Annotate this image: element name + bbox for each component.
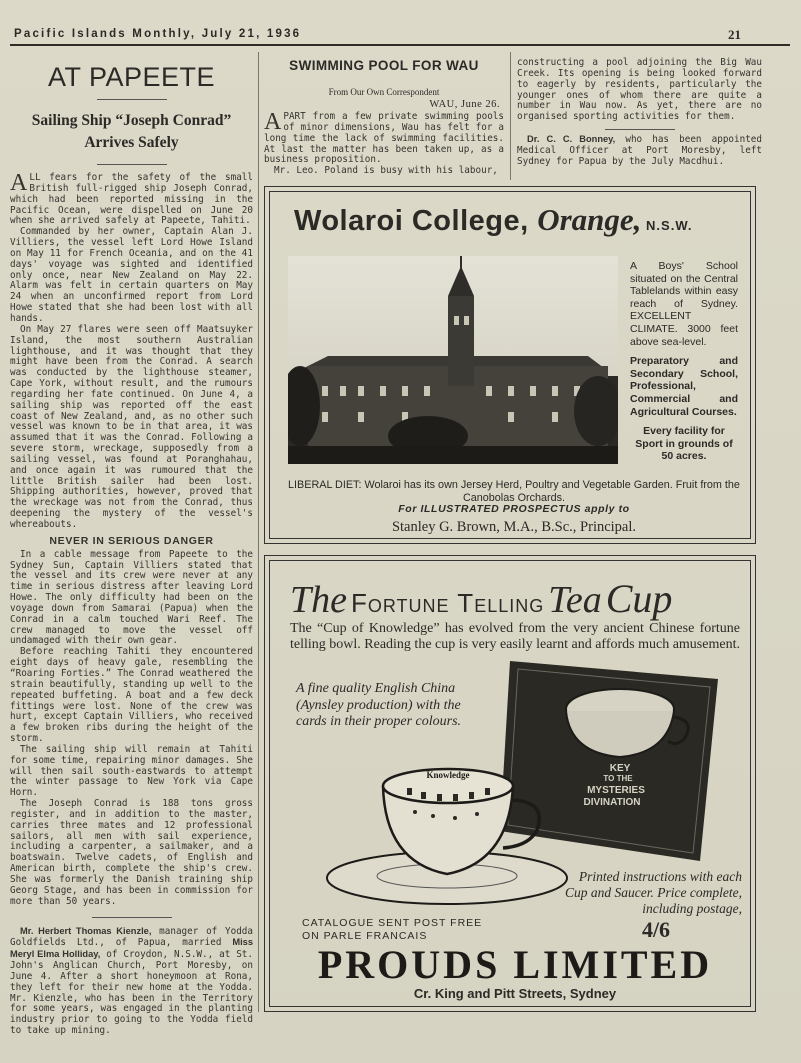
ad-title-cup: Cup [605,576,673,621]
ad-inner-border [269,191,751,539]
paragraph: In a cable message from Papeete to the Sydney Sun, Captain Villiers stated that the vessel and its crew were never at any time in serious distress after leaving Lord Howe. The only difficulty had been on the voyage down from Samarai (Papua) when the Conrad in a calm touched Wari Reef. The crew managed to move the vessel off undamaged with their own gear. [10,548,253,647]
title-rule [97,99,167,100]
ad-title [294,202,744,238]
paragraph: PART from a few private swimming pools of minor dimensions, Wau has felt for a long time the lack of swimming facilities. At last the matter has been taken up, as a business proposition. [264,111,504,166]
ad-title-college: Wolaroi College, [294,205,538,237]
divider [605,129,675,130]
subtitle-rule [97,164,167,165]
ad-title-the: The [290,579,347,621]
article-body [517,58,762,168]
ad-price: 4/6 [641,917,671,942]
person-name: Dr. C. C. Bonney, [527,134,616,145]
book-line: TO THE [603,774,633,783]
ad-china-text: A fine quality English China (Aynsley production) with the cards in their proper colours. [296,681,462,729]
column-divider-2 [510,52,511,180]
cup-rim-label: Knowledge [426,770,470,780]
article-at-papeete [10,58,253,1037]
ad-catalogue-line-1: CATALOGUE SENT POST FREE [302,917,483,929]
article-subtitle [10,110,253,154]
column-divider-1 [258,52,259,1012]
ad-diet: LIBERAL DIET: Wolaroi has its own Jersey Herd, Poultry and Vegetable Garden. Fruit from the Canobolas Orchards. [288,479,740,504]
paragraph: Before reaching Tahiti they encountered eight days of heavy gale, resembling the “Roaring Forties.” The Conrad weathered the strain beautifully, standing up well to the repeated buffeting. A boat and a few deck fittings were lost. None of the crew was hurt, except Captain Villiers, who received a few broken ribs during the height of the storm. [10,646,253,745]
paragraph-kienzle [10,926,253,1037]
paragraph: Commanded by her owner, Captain Alan J. Villiers, the vessel left Lord Howe Island on May 11 for French Oceania, and on the 41 days' voyage was sighted and identified only once, near New Zealand on May 22. Alarm was felt in certain quarters on May 24 when an unconfirmed report from Lord Howe stated that she had been lost with all hands. [10,226,253,324]
text-run: who has been appointed Medical Officer at Port Moresby, left Sydney for Papua by the July Macdhui. [517,134,762,167]
drop-cap: A [264,109,282,135]
ad-catalogue-line-2: ON PARLE FRANCAIS [302,930,428,942]
byline: From Our Own Correspondent [328,87,440,97]
ad-printed-instructions: Printed instructions with each Cup and Saucer. Price complete, including postage, [565,869,742,916]
paragraph: The Joseph Conrad is 188 tons gross register, and in addition to the master, carries three mates and 12 professional sailors, all men with sail experience, including a carpenter, a sailmaker, and a boatswain. Twelve cadets, of English and American birth, complete the ship's crew. She was formerly the Danish training ship Georg Stage, and has been in commission for more than 50 years. [10,798,253,907]
ad-intro: The “Cup of Knowledge” has evolved from the very ancient Chinese fortune telling bowl. Reading the cup is very easily learnt and affords much amusement. [290,621,740,652]
ad-address: Cr. King and Pitt Streets, Sydney [413,986,617,1001]
ad-inner-border [269,560,751,1007]
ad-title-nsw: N.S.W. [641,218,693,233]
ad-principal: Stanley G. Brown, M.A., B.Sc., Principal. [391,519,637,535]
cup-saucer-svg [325,766,575,906]
header-rule [10,44,790,46]
paragraph: Mr. Leo. Poland is busy with his labour, [274,165,498,177]
ad-title-fortune: Fortune Telling [351,588,545,618]
column-3-text [517,58,762,168]
ad-title-orange: Orange, [537,202,642,237]
ad-prospectus: For ILLUSTRATED PROSPECTUS apply to [398,503,630,515]
paragraph: constructing a pool adjoining the Big Wau Creek. Its opening is being looked forward to eagerly by residents, particularly the younger ones of whom there are quite a number in Wau now. As yet, there are no organised sporting activities for them. [517,57,762,123]
paragraph: LL fears for the safety of the small British full-rigged ship Joseph Conrad, which had been reported missing in the Pacific Ocean, were dispelled on June 20 when she arrived safely at Papeete, Tahiti. [10,172,253,227]
book-line: MYSTERIES [587,785,645,796]
subtitle-line-1: Sailing Ship “Joseph Conrad” [31,112,232,129]
book-line: DIVINATION [583,797,641,808]
wolaroi-college-ad [264,186,756,544]
paragraph: The sailing ship will remain at Tahiti for some time, repairing minor damages. She will then sail south-eastwards to attempt the winter passage to New York via Cape Horn. [10,743,253,799]
subtitle-line-2: Arrives Safely [84,134,179,151]
dateline: WAU, June 26. [429,99,500,110]
person-name: Miss Meryl Elma Holliday, [10,937,253,960]
section-heading: NEVER IN SERIOUS DANGER [49,534,214,547]
ad-catalogue [302,917,532,943]
paragraph: On May 27 flares were seen off Maatsuyker Island, the most southern Australian lighthouse, and it was thought that they might have been from the Conrad. A search was conducted by the lighthouse steamer, Cape York, without result, and the rumours regarding her fate continued. On June 4, a sailing ship was reported off the east coast of New Zealand, and, as no other such vessel was known to be in that area, it was assumed that it was the Conrad. Following a severe storm, wreckage, supposedly from a sailing vessel, was found at Poranghahau, and once again it was rumoured that the little British sailer had been lost. Shipping authorities, however, proved that the wreckage was not from the Conrad, thus deepening the mystery of the vessel's whereabouts. [10,323,253,530]
masthead: Pacific Islands Monthly, July 21, 1936 [14,28,302,40]
ad-desc-sport: Every facility for Sport in grounds of 50 acres. [635,425,733,463]
cup-saucer-illustration [325,766,575,906]
article-body [264,109,504,177]
ad-title [290,575,750,622]
ad-description [630,260,738,463]
article-title: SWIMMING POOL FOR WAU [289,58,479,73]
drop-cap: A [10,170,28,196]
text-run: of Croydon, N.S.W., at St. John's Anglican Church, Port Moresby, on June 4. After a short honeymoon at Rona, they left for their new home at the Yodda. Mr. Kienzle, who has been in the Territory for some years, was engaged in the planting industry prior to going to the Yodda field to take up mining. [10,949,253,1037]
ad-desc-location: A Boys' School situated on the Central Tablelands within easy reach of Sydney. EXCELLENT CLIMATE. 3000 feet above sea-level. [630,260,738,348]
text-run: manager of Yodda Goldfields Ltd., of Papua, married [10,925,253,949]
paragraph-bonney [517,134,762,168]
article-swimming-pool [264,58,504,177]
college-photo [288,256,608,464]
article-body [10,170,253,1037]
divider [92,917,172,918]
ad-desc-courses: Preparatory and Secondary School, Professional, Commercial and Agricultural Courses. [630,355,738,418]
book-line: KEY [609,763,631,774]
ad-company-name: PROUDS LIMITED [317,942,713,987]
ad-title-tea: Tea [548,579,602,621]
person-name: Mr. Herbert Thomas Kienzle, [20,925,152,936]
fortune-telling-tea-cup-ad [264,555,756,1012]
article-title: AT PAPEETE [47,62,216,92]
college-building-illustration [288,256,618,464]
page-number: 21 [728,27,741,42]
